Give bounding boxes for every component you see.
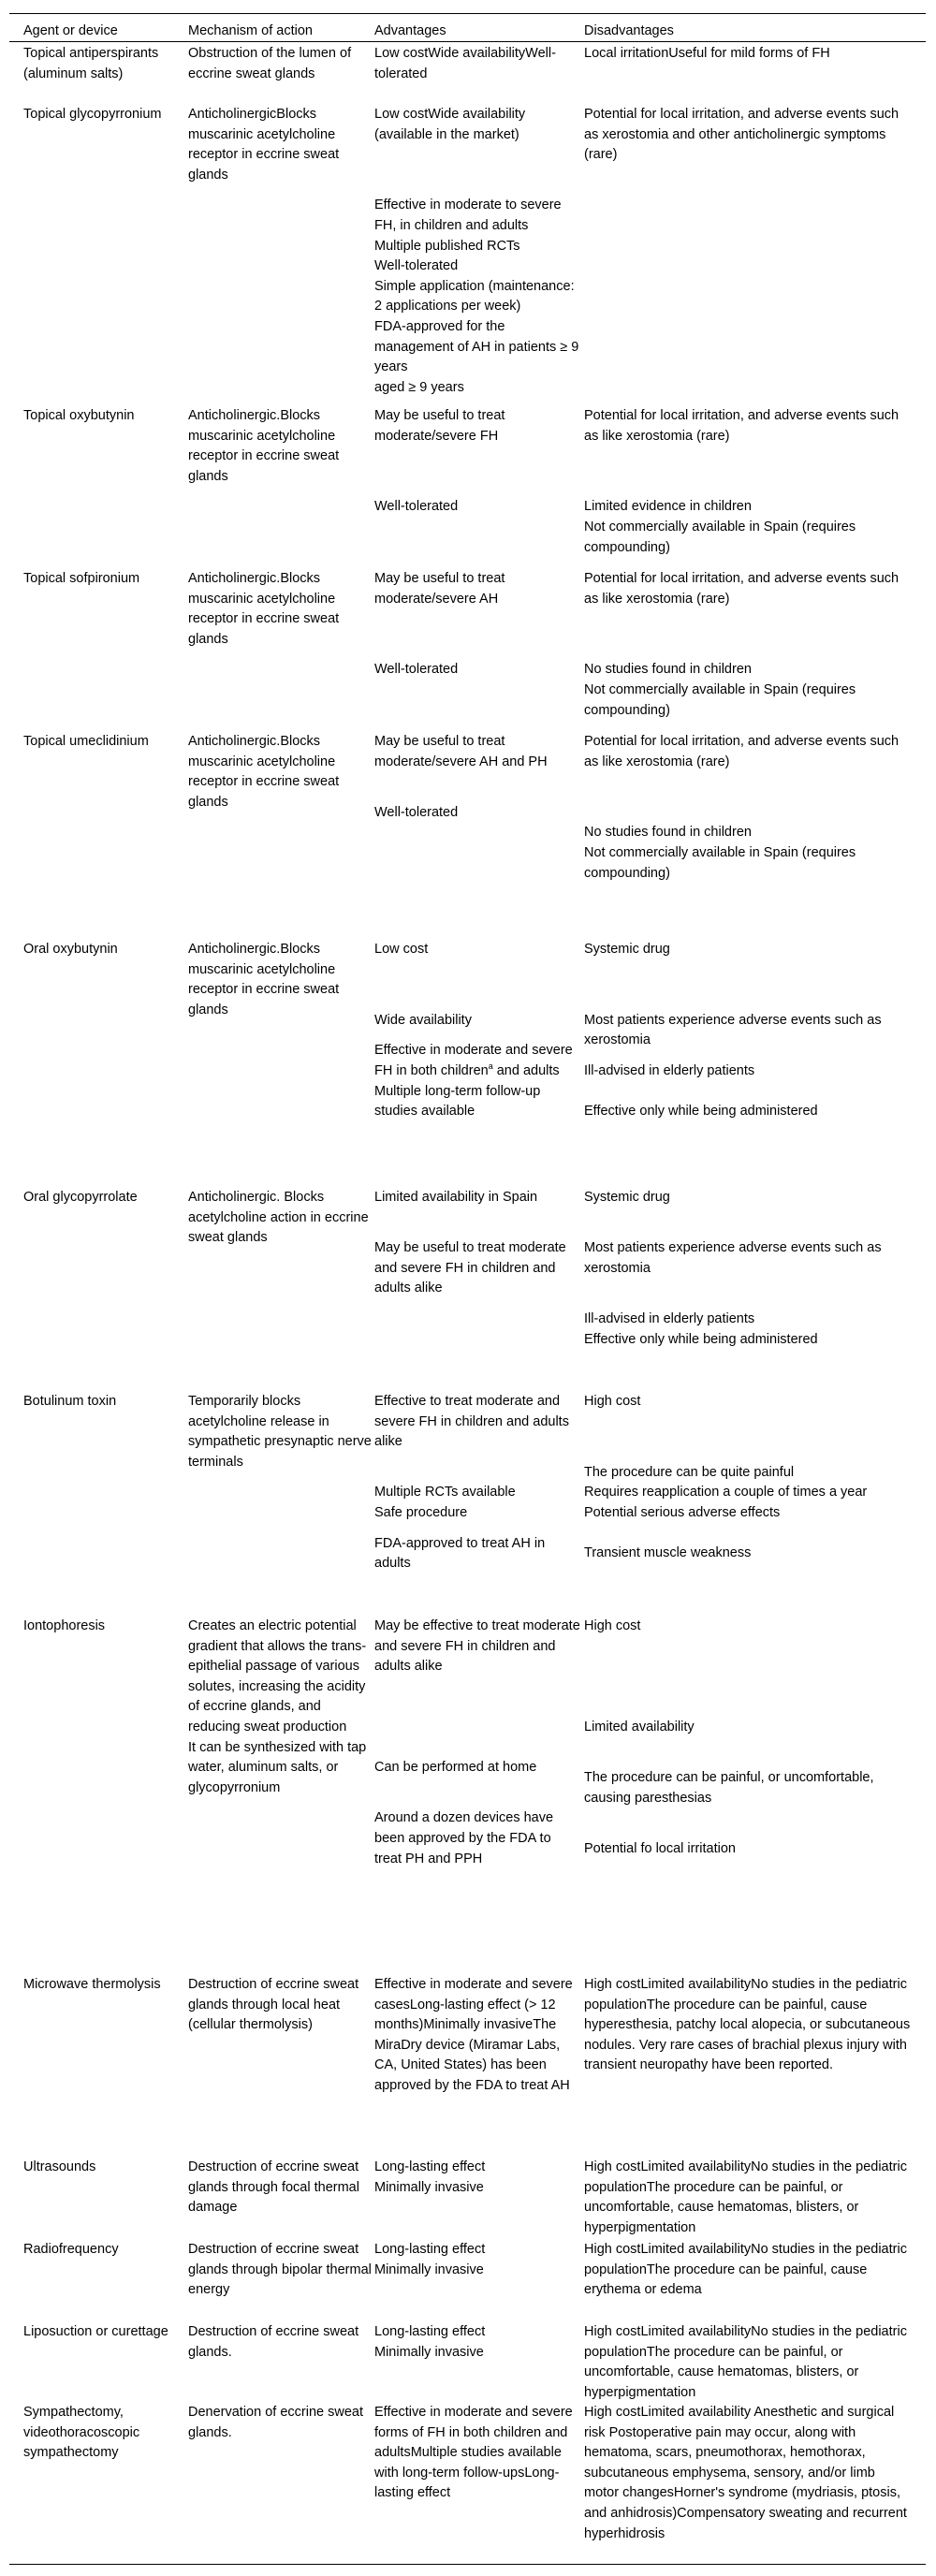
table-top-rule bbox=[9, 13, 926, 14]
advantage-item: May be useful to treat moderate/severe FH bbox=[374, 408, 505, 444]
disadvantages-cell bbox=[584, 1392, 912, 1564]
mechanism-item: It can be synthesized with tap water, aluminum salts, or glycopyrronium bbox=[188, 1739, 367, 1795]
advantage-item: Well-tolerated bbox=[374, 662, 459, 678]
disadvantage-item: Potential for local irritation, and adverse events such as like xerostomia (rare) bbox=[584, 408, 899, 444]
table-bottom-rule bbox=[9, 2564, 926, 2565]
advantages-cell bbox=[374, 569, 580, 681]
mechanism-cell: Destruction of eccrine sweat glands. bbox=[188, 2324, 359, 2360]
advantage-item: Wide availability bbox=[374, 1012, 472, 1028]
advantage-item: Multiple published RCTs bbox=[374, 238, 520, 254]
advantage-item: Limited availability in Spain bbox=[374, 1190, 538, 1205]
disadvantage-item: Requires reapplication a couple of times a year bbox=[584, 1485, 868, 1500]
disadvantage-item: Not commercially available in Spain (requires compounding) bbox=[584, 844, 856, 881]
advantage-item: Safe procedure bbox=[374, 1504, 468, 1520]
advantage-item: Well-tolerated bbox=[374, 804, 459, 820]
advantage-item: May be useful to treat moderate/severe AH and PH bbox=[374, 734, 548, 769]
advantage-item: Low cost bbox=[374, 942, 429, 957]
disadvantages-cell: High costLimited availability Anesthetic and surgical risk Postoperative pain may occur, along with hematoma, scars, pneumothorax, hemothorax, subcutaneous emphysema, sensory, and/or limb motor changesHorner's syndrome (mydriasis, ptosis, and anhidrosis)Compensatory sweating and recurrent hyperhidrosis bbox=[584, 2405, 907, 2541]
disadvantages-cell bbox=[584, 1188, 912, 1350]
disadvantages-cell bbox=[584, 1617, 912, 1860]
advantages-cell bbox=[374, 1188, 580, 1299]
mechanism-cell: Temporarily blocks acetylcholine release in sympathetic presynaptic nerve terminals bbox=[188, 1394, 372, 1470]
mechanism-cell: Destruction of eccrine sweat glands through focal thermal damage bbox=[188, 2159, 359, 2216]
mechanism-cell: AnticholinergicBlocks muscarinic acetylcholine receptor in eccrine sweat glands bbox=[188, 107, 340, 183]
disadvantages-cell bbox=[584, 732, 912, 884]
advantage-item: Low costWide availabilityWell-tolerated bbox=[374, 46, 556, 81]
disadvantage-item: Systemic drug bbox=[584, 942, 670, 957]
advantages-cell bbox=[374, 2240, 580, 2280]
advantage-item: Around a dozen devices have been approved by the FDA to treat PH and PPH bbox=[374, 1810, 554, 1866]
advantages-cell: Effective in moderate and severe casesLong-lasting effect (> 12 months)Minimally invasiveThe MiraDry device (Miramar Labs, CA, United States) has been approved by the FDA to treat AH bbox=[374, 1977, 573, 2093]
disadvantage-item: No studies found in children bbox=[584, 662, 752, 678]
advantage-item: Effective in moderate and severe FH in both children$^a$ and adults bbox=[374, 1043, 573, 1078]
agent-cell: Topical glycopyrronium bbox=[23, 107, 162, 122]
agent-cell: Radiofrequency bbox=[23, 2242, 119, 2257]
mechanism-cell: Destruction of eccrine sweat glands through bipolar thermal energy bbox=[188, 2242, 372, 2298]
advantage-item: May be effective to treat moderate and severe FH in children and adults alike bbox=[374, 1618, 580, 1675]
disadvantage-item: Not commercially available in Spain (requires compounding) bbox=[584, 681, 856, 718]
agent-cell: Topical oxybutynin bbox=[23, 408, 135, 423]
disadvantage-item: Local irritationUseful for mild forms of FH bbox=[584, 46, 830, 61]
disadvantages-cell bbox=[584, 406, 912, 558]
advantages-cell bbox=[374, 2158, 580, 2198]
agent-cell: Topical antiperspirants (aluminum salts) bbox=[23, 46, 159, 81]
agent-cell: Sympathectomy, videothoracoscopic sympathectomy bbox=[23, 2405, 140, 2461]
mechanism-cell: Denervation of eccrine sweat glands. bbox=[188, 2405, 363, 2440]
agent-cell: Iontophoresis bbox=[23, 1618, 106, 1633]
advantage-item: May be useful to treat moderate and severe FH in children and adults alike bbox=[374, 1240, 566, 1296]
disadvantage-item: Potential for local irritation, and adverse events such as like xerostomia (rare) bbox=[584, 734, 899, 769]
advantages-cell bbox=[374, 1617, 580, 1869]
advantages-cell bbox=[374, 940, 580, 1122]
mechanism-cell: Anticholinergic.Blocks muscarinic acetylcholine receptor in eccrine sweat glands bbox=[188, 734, 340, 810]
disadvantage-item: Not commercially available in Spain (requires compounding) bbox=[584, 519, 856, 555]
disadvantages-cell bbox=[584, 940, 912, 1122]
disadvantage-item: High cost bbox=[584, 1394, 641, 1409]
disadvantages-cell: High costLimited availabilityNo studies in the pediatric populationThe procedure can be painful, or uncomfortable, cause hematomas, blisters, or hyperpigmentation bbox=[584, 2324, 907, 2400]
disadvantage-item: Potential for local irritation, and adverse events such as xerostomia and other anticholinergic symptoms (rare) bbox=[584, 107, 899, 163]
disadvantages-cell: High costLimited availabilityNo studies in the pediatric populationThe procedure can be painful, cause hyperesthesia, patchy local alopecia, or subcutaneous nodules. Very rare cases of brachial plexus injury with transient neuropathy have been reported. bbox=[584, 1977, 911, 2073]
advantages-cell bbox=[374, 1392, 580, 1574]
disadvantage-item: Limited availability bbox=[584, 1719, 695, 1734]
agent-cell: Oral oxybutynin bbox=[23, 942, 118, 957]
agent-cell: Ultrasounds bbox=[23, 2159, 96, 2174]
disadvantage-item: Ill-advised in elderly patients bbox=[584, 1062, 755, 1078]
disadvantages-cell bbox=[584, 569, 912, 721]
disadvantages-cell bbox=[584, 44, 912, 65]
advantage-item: Can be performed at home bbox=[374, 1760, 537, 1776]
advantage-item: FDA-approved for the management of AH in patients ≥ 9 years bbox=[374, 318, 579, 375]
mechanism-cell bbox=[188, 1617, 375, 1798]
advantage-item: Long-lasting effect bbox=[374, 2324, 486, 2339]
disadvantage-item: No studies found in children bbox=[584, 825, 752, 841]
disadvantage-item: Ill-advised in elderly patients bbox=[584, 1310, 755, 1326]
agent-cell: Topical sofpironium bbox=[23, 571, 140, 586]
disadvantage-item: High cost bbox=[584, 1618, 641, 1633]
disadvantage-item: Potential fo local irritation bbox=[584, 1840, 736, 1856]
agent-cell: Microwave thermolysis bbox=[23, 1977, 161, 1992]
advantages-cell bbox=[374, 105, 580, 398]
advantages-cell bbox=[374, 2322, 580, 2363]
advantage-item: Low costWide availability (available in the market) bbox=[374, 107, 526, 142]
disadvantage-item: Systemic drug bbox=[584, 1190, 670, 1205]
disadvantages-cell: High costLimited availabilityNo studies in the pediatric populationThe procedure can be painful, or uncomfortable, cause hematomas, blisters, or hyperpigmentation bbox=[584, 2159, 907, 2235]
header-mechanism: Mechanism of action bbox=[188, 23, 313, 38]
header-advantages: Advantages bbox=[374, 23, 446, 38]
advantage-item: Well-tolerated bbox=[374, 499, 459, 515]
advantages-cell: Effective in moderate and severe forms of FH in both children and adultsMultiple studies available with long-term follow-upsLong-lasting effect bbox=[374, 2405, 573, 2501]
mechanism-cell: Anticholinergic.Blocks muscarinic acetylcholine receptor in eccrine sweat glands bbox=[188, 571, 340, 647]
advantage-item: Long-lasting effect bbox=[374, 2242, 486, 2257]
advantage-item: FDA-approved to treat AH in adults bbox=[374, 1535, 546, 1572]
disadvantage-item: Potential serious adverse effects bbox=[584, 1504, 781, 1520]
header-agent: Agent or device bbox=[23, 23, 118, 38]
advantage-item: Minimally invasive bbox=[374, 2344, 484, 2360]
mechanism-cell: Destruction of eccrine sweat glands through local heat (cellular thermolysis) bbox=[188, 1977, 359, 2033]
advantage-item: Multiple long-term follow-up studies available bbox=[374, 1083, 541, 1120]
advantage-item: Effective to treat moderate and severe FH in children and adults alike bbox=[374, 1394, 569, 1450]
disadvantage-item: Potential for local irritation, and adverse events such as like xerostomia (rare) bbox=[584, 571, 899, 607]
agent-cell: Liposuction or curettage bbox=[23, 2324, 168, 2339]
advantage-item: May be useful to treat moderate/severe AH bbox=[374, 571, 505, 607]
agent-cell: Topical umeclidinium bbox=[23, 734, 149, 749]
advantage-item: Simple application (maintenance: 2 applications per week) bbox=[374, 278, 575, 315]
advantages-cell bbox=[374, 44, 580, 84]
table-header-rule bbox=[9, 41, 926, 42]
header-disadvantages: Disadvantages bbox=[584, 23, 674, 38]
disadvantage-item: Transient muscle weakness bbox=[584, 1545, 752, 1561]
agent-cell: Oral glycopyrrolate bbox=[23, 1190, 138, 1205]
advantage-item: Minimally invasive bbox=[374, 2261, 484, 2277]
disadvantage-item: The procedure can be painful, or uncomfortable, causing paresthesias bbox=[584, 1770, 874, 1806]
mechanism-cell: Anticholinergic.Blocks muscarinic acetylcholine receptor in eccrine sweat glands bbox=[188, 408, 340, 484]
advantage-item: Well-tolerated bbox=[374, 258, 459, 274]
advantage-item: Effective in moderate to severe FH, in children and adults bbox=[374, 198, 562, 233]
disadvantage-item: Most patients experience adverse events such as xerostomia bbox=[584, 1240, 882, 1276]
advantage-item: Multiple RCTs available bbox=[374, 1485, 516, 1500]
mechanism-cell: Obstruction of the lumen of eccrine sweat glands bbox=[188, 46, 352, 81]
advantage-item: Minimally invasive bbox=[374, 2179, 484, 2195]
advantages-cell bbox=[374, 406, 580, 518]
mechanism-cell: Anticholinergic.Blocks muscarinic acetylcholine receptor in eccrine sweat glands bbox=[188, 942, 340, 1017]
agent-cell: Botulinum toxin bbox=[23, 1394, 117, 1409]
advantages-cell bbox=[374, 732, 580, 823]
disadvantages-cell: High costLimited availabilityNo studies in the pediatric populationThe procedure can be painful, cause erythema or edema bbox=[584, 2242, 907, 2298]
disadvantage-item: Effective only while being administered bbox=[584, 1331, 818, 1347]
disadvantage-item: Most patients experience adverse events such as xerostomia bbox=[584, 1012, 882, 1048]
disadvantage-item: The procedure can be quite painful bbox=[584, 1464, 795, 1480]
advantage-item: aged ≥ 9 years bbox=[374, 379, 464, 395]
mechanism-item: Creates an electric potential gradient that allows the trans-epithelial passage of various solutes, increasing the acidity of eccrine glands, and reducing sweat production bbox=[188, 1618, 367, 1734]
disadvantages-cell bbox=[584, 105, 912, 166]
advantage-item: Long-lasting effect bbox=[374, 2159, 486, 2174]
disadvantage-item: Limited evidence in children bbox=[584, 499, 752, 515]
mechanism-cell: Anticholinergic. Blocks acetylcholine action in eccrine sweat glands bbox=[188, 1190, 369, 1246]
disadvantage-item: Effective only while being administered bbox=[584, 1104, 818, 1120]
